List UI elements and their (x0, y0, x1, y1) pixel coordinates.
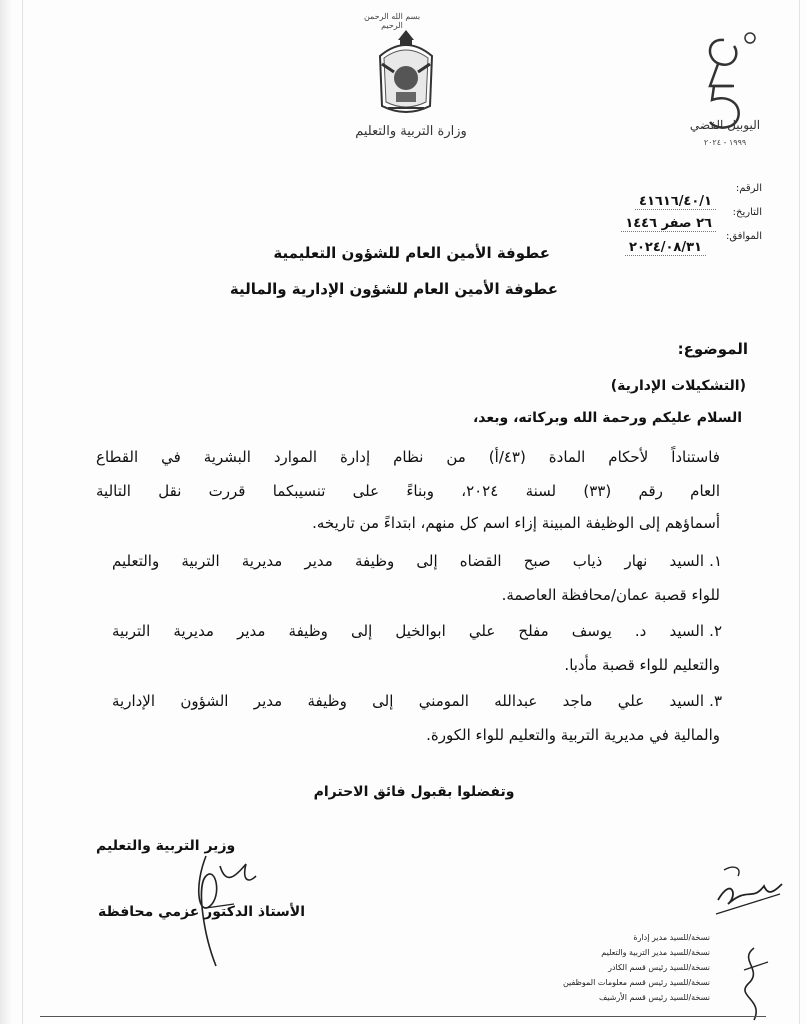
copy-item: نسخة/للسيد مدير إدارة (633, 933, 710, 942)
ref-date-label: التاريخ: (732, 206, 762, 218)
ref-date-value-wrap (621, 212, 716, 231)
copy-item: نسخة/للسيد رئيس قسم الكادر (608, 963, 710, 972)
intro-line: فاستناداً لأحكام المادة (٤٣/أ) من نظام إدارة الموارد البشرية في القطاع (96, 448, 720, 466)
subject-value: (التشكيلات الإدارية) (610, 378, 746, 394)
ref-number-value: ٤١٦١٦/٤٠/١ (635, 194, 716, 210)
item-number: ١. (709, 552, 722, 570)
jubilee-years: ١٩٩٩ - ٢٠٢٤ (703, 138, 747, 147)
intro-line: أسماؤهم إلى الوظيفة المبينة إزاء اسم كل منهم، ابتداءً من تاريخه. (312, 514, 720, 532)
ref-corresponding-label: الموافق: (725, 230, 762, 242)
item-line: والمالية في مديرية التربية والتعليم للواء الكورة. (426, 726, 720, 744)
ref-date-value: ٢٦ صفر ١٤٤٦ (621, 216, 716, 232)
jordan-coat-of-arms-icon (370, 26, 442, 120)
closing-text: وتفضلوا بقبول فائق الاحترام (313, 784, 515, 800)
item-line: والتعليم للواء قصبة مأدبا. (564, 656, 720, 674)
ref-number-label: الرقم: (735, 182, 762, 194)
ref-corresponding-row (718, 224, 762, 248)
greeting: السلام عليكم ورحمة الله وبركاته، وبعد، (472, 410, 742, 426)
ref-number-row (718, 176, 762, 200)
ref-corresponding-value: ٢٠٢٤/٠٨/٣١ (625, 240, 706, 256)
item-line: للواء قصبة عمان/محافظة العاصمة. (501, 586, 720, 604)
reference-block (718, 176, 762, 248)
item-line: السيد علي ماجد عبدالله المومني إلى وظيفة مدير الشؤون الإدارية (112, 692, 704, 710)
scan-edge (0, 0, 12, 1024)
item-number: ٢. (709, 622, 722, 640)
addressee-2: عطوفة الأمين العام للشؤون الإدارية والمالية (229, 280, 558, 298)
jubilee-label: اليوبيل الفضي (689, 118, 761, 132)
item-number: ٣. (709, 692, 722, 710)
ref-date-row (718, 200, 762, 224)
copy-item: نسخة/للسيد مدير التربية والتعليم (601, 948, 710, 957)
minister-name: الأستاذ الدكتور عزمي محافظة (98, 904, 306, 920)
copies-list (563, 930, 710, 1005)
handwritten-mark-icon (724, 940, 784, 1024)
bottom-rule (40, 1016, 766, 1017)
page-border-right (799, 0, 800, 1024)
minister-title: وزير التربية والتعليم (96, 838, 236, 854)
handwritten-initials-icon (708, 856, 788, 920)
ref-number-value-wrap (635, 190, 716, 209)
copy-item: نسخة/للسيد رئيس قسم معلومات الموظفين (562, 978, 710, 987)
page-border-left (22, 0, 23, 1024)
copy-item: نسخة/للسيد رئيس قسم الأرشيف (598, 993, 710, 1002)
item-line: السيد نهار ذياب صبح القضاه إلى وظيفة مدير مديرية التربية والتعليم (112, 552, 704, 570)
intro-line: العام رقم (٣٣) لسنة ٢٠٢٤، وبناءً على تنسيبكما قررت نقل التالية (96, 482, 720, 500)
addressee-1: عطوفة الأمين العام للشؤون التعليمية (273, 244, 550, 262)
subject-label: الموضوع: (677, 340, 748, 358)
ministry-name: وزارة التربية والتعليم (355, 124, 467, 139)
item-line: السيد د. يوسف مفلح علي ابوالخيل إلى وظيفة مدير مديرية التربية (112, 622, 704, 640)
basmala-text: بسم الله الرحمن الرحيم (363, 12, 421, 30)
ref-corresponding-value-wrap (625, 236, 706, 255)
